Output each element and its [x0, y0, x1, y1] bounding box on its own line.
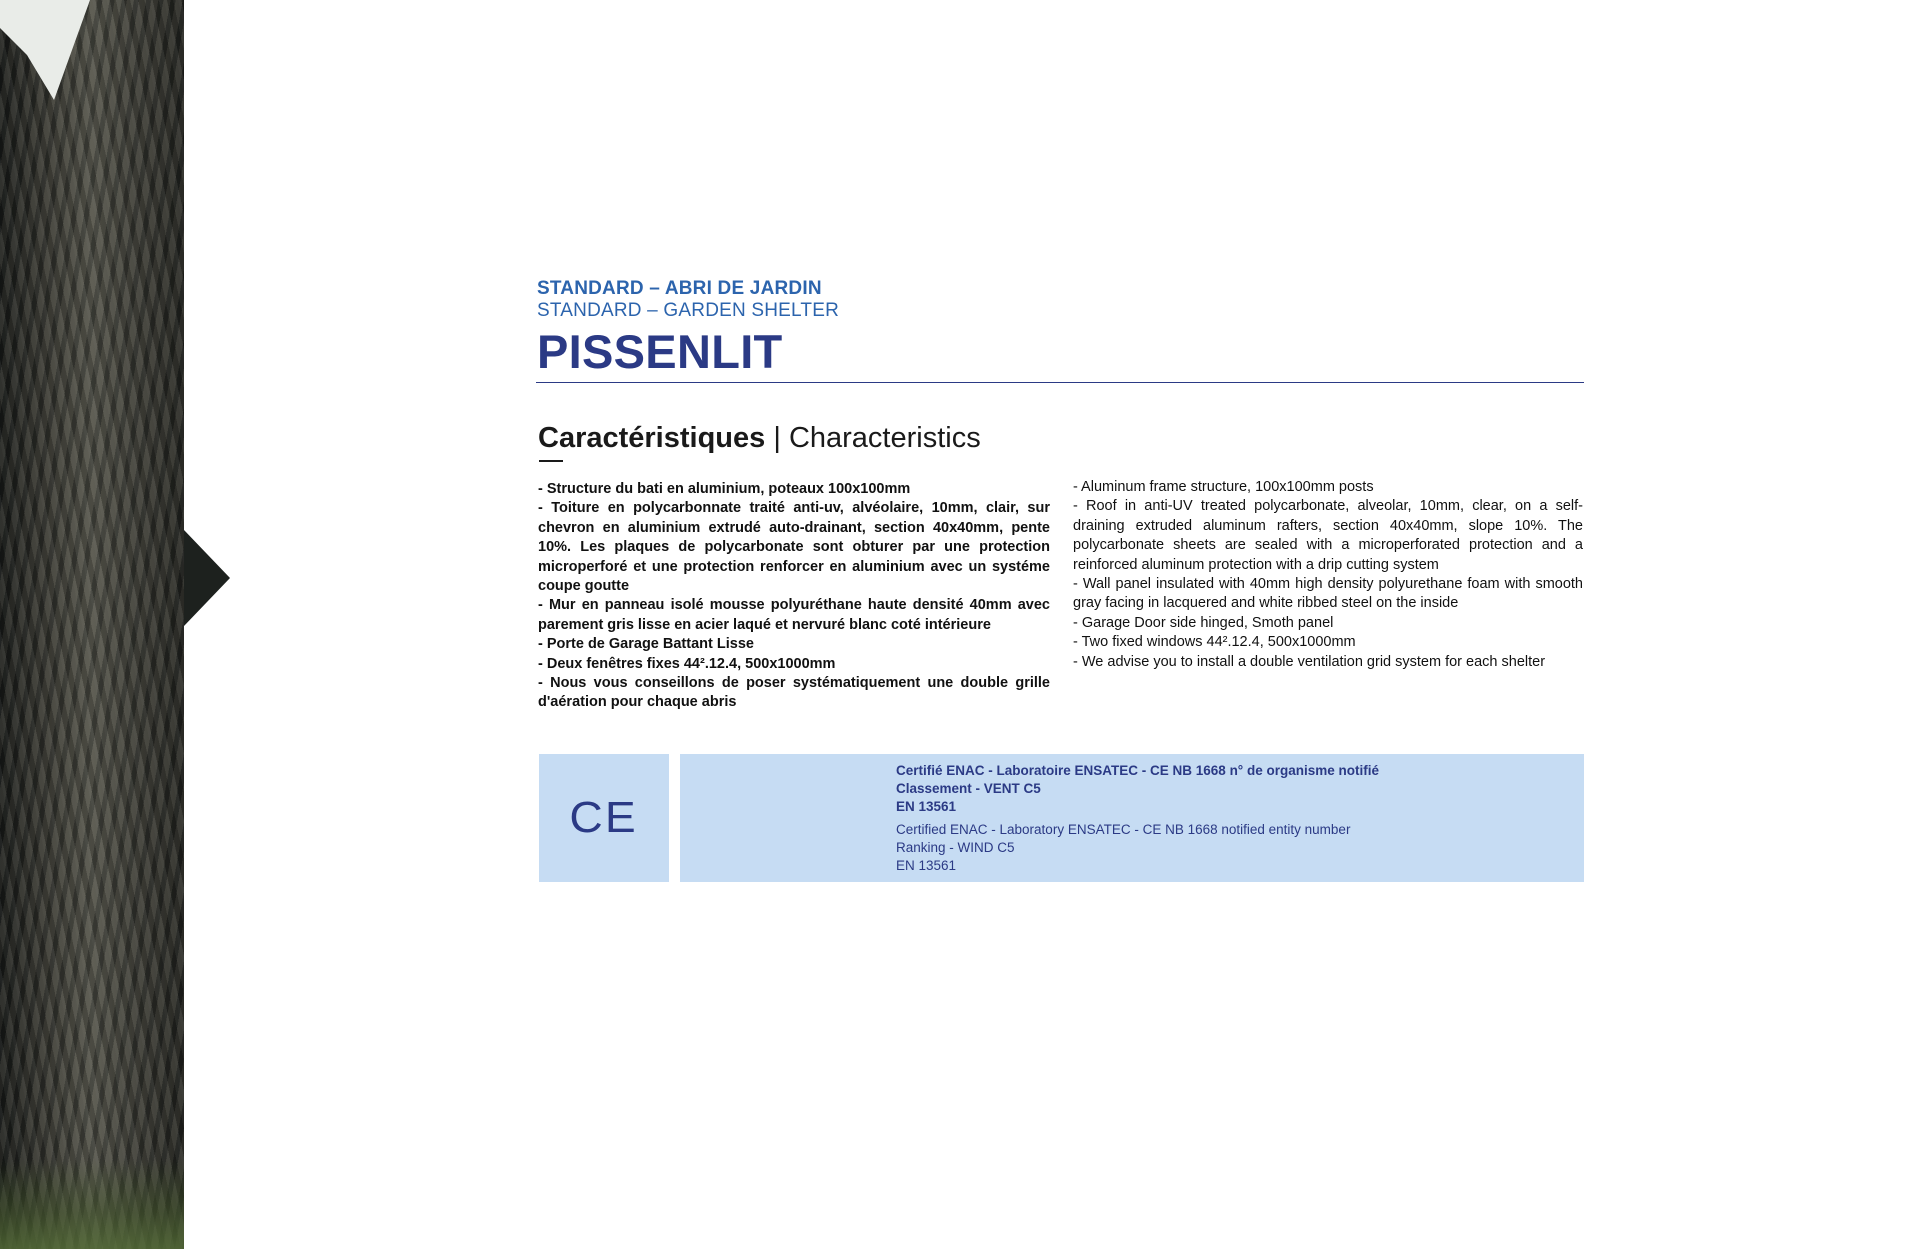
list-item: - Deux fenêtres fixes 44².12.4, 500x1000mm — [538, 655, 836, 672]
arrow-pointer-icon — [184, 530, 230, 626]
list-item: - Toiture en polycarbonnate traité anti-uv, alvéolaire, 10mm, clair, sur chevron en aluminium extrudé auto-drainant, section 40x40mm, pente 10%. Les plaques de polycarbonate sont obturer par une protection microperforé et une protection renforcer en aluminium avec un systéme coupe goutte — [538, 500, 1050, 595]
cert-line: EN 13561 — [896, 799, 957, 814]
cert-line: Classement - VENT C5 — [896, 781, 1041, 796]
cert-line: EN 13561 — [896, 858, 957, 873]
list-item: - Mur en panneau isolé mousse polyuréthane haute densité 40mm avec parement gris lisse en acier laqué et nervuré blanc coté intérieure — [538, 597, 1050, 633]
list-item: - Garage Door side hinged, Smoth panel — [1073, 614, 1334, 631]
ce-mark-icon: CE — [569, 793, 639, 842]
category-subtitle-fr: STANDARD – ABRI DE JARDIN — [537, 278, 822, 299]
product-header — [537, 278, 1583, 380]
heading-underline — [539, 460, 563, 462]
list-item: - Two fixed windows 44².12.4, 500x1000mm — [1073, 634, 1356, 651]
cert-line: Certified ENAC - Laboratory ENSATEC - CE NB 1668 notified entity number — [896, 822, 1351, 837]
tree-bark-photo — [0, 0, 184, 1249]
list-item: - We advise you to install a double ventilation grid system for each shelter — [1073, 653, 1546, 670]
certification-text — [896, 762, 1379, 875]
list-item: - Aluminum frame structure, 100x100mm posts — [1073, 479, 1374, 495]
grass-patch — [0, 1159, 184, 1249]
characteristics-heading — [538, 419, 981, 457]
heading-fr: Caractéristiques — [538, 422, 766, 454]
cert-line: Ranking - WIND C5 — [896, 840, 1015, 855]
characteristics-list-en — [1073, 478, 1583, 672]
sky-patch — [0, 0, 90, 100]
list-item: - Porte de Garage Battant Lisse — [538, 636, 754, 653]
list-item: - Structure du bati en aluminium, poteaux 100x100mm — [538, 481, 911, 497]
certification-box — [680, 754, 1584, 882]
list-item: - Roof in anti-UV treated polycarbonate, alveolar, 10mm, clear, on a self-draining extruded aluminum rafters, section 40x40mm, slope 10%. The polycarbonate sheets are sealed with a microperforated protection and a reinforced aluminum protection with a drip cutting system — [1073, 498, 1583, 573]
heading-en: Characteristics — [788, 422, 981, 454]
certification-en — [896, 821, 1379, 875]
category-subtitle-en: STANDARD – GARDEN SHELTER — [537, 300, 840, 321]
heading-separator: | — [765, 422, 789, 454]
title-divider — [536, 382, 1584, 383]
cert-line: Certifié ENAC - Laboratoire ENSATEC - CE NB 1668 n° de organisme notifié — [896, 763, 1379, 778]
list-item: - Wall panel insulated with 40mm high density polyurethane foam with smooth gray facing in lacquered and white ribbed steel on the inside — [1073, 576, 1583, 612]
ce-mark-box — [539, 754, 669, 882]
certification-fr — [896, 762, 1379, 816]
list-item: - Nous vous conseillons de poser systématiquement une double grille d'aération pour chaque abris — [538, 675, 1050, 711]
characteristics-list-fr — [538, 480, 1050, 713]
product-title: PISSENLIT — [537, 325, 783, 378]
